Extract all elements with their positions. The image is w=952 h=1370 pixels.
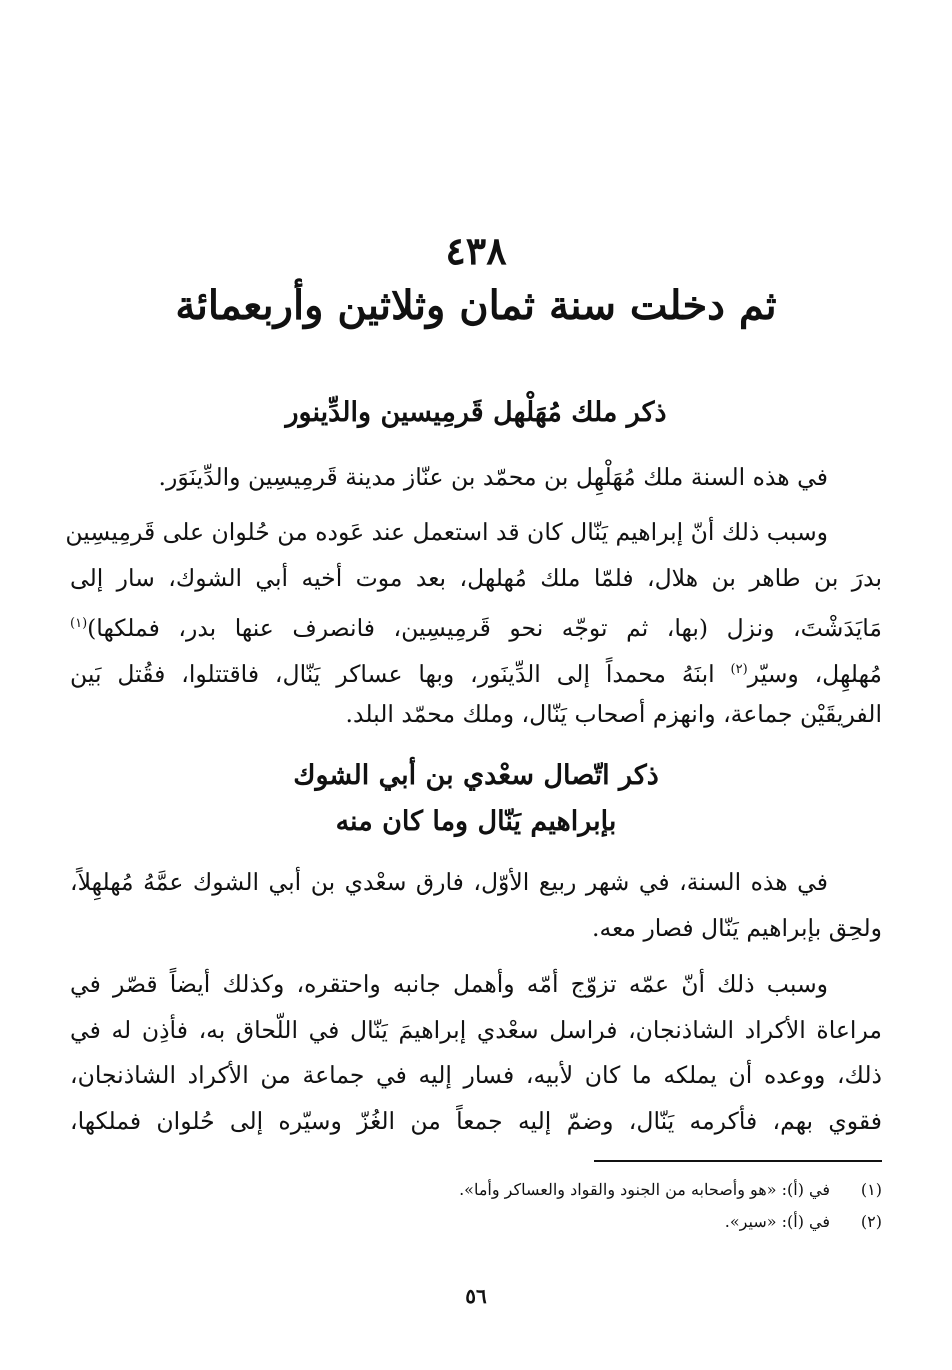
paragraph-line: مراعاة الأكراد الشاذنجان، فراسل سعْدي إبراهيمَ يَنّال في اللّحاق به، فأذِن له في bbox=[70, 1015, 882, 1044]
section-heading-2-line-2: بإبراهيم يَنّال وما كان منه bbox=[335, 806, 617, 837]
page-number: ٥٦ bbox=[465, 1284, 487, 1308]
section1-paragraph-1 bbox=[70, 455, 882, 501]
section2-paragraph-2 bbox=[70, 962, 882, 1144]
paragraph-line: ذلك، ووعده أن يملكه ما كان لأبيه، فسار إليه في جماعة من الأكراد الشاذنجان، bbox=[70, 1061, 882, 1089]
section1-paragraph-2 bbox=[65, 510, 883, 738]
paragraph-line bbox=[70, 647, 882, 693]
footnote-1 bbox=[459, 1180, 882, 1199]
chapter-title: ثم دخلت سنة ثمان وثلاثين وأربعمائة bbox=[175, 282, 777, 329]
paragraph-line: ولحِق بإبراهيم يَنّال فصار معه. bbox=[592, 913, 882, 942]
footnote-marker-1: (١) bbox=[70, 616, 88, 631]
paragraph-line: في هذه السنة ملك مُهَلْهِل بن محمّد بن عنّاز مدينة قَرمِيسِين والدِّينَوَر. bbox=[158, 463, 828, 491]
section2-paragraph-1 bbox=[70, 860, 882, 951]
line-text: ابنَهُ محمداً إلى الدِّينَور، وبها عساكر يَنّال، فاقتتلوا، فقُتل بَين bbox=[70, 659, 731, 688]
paragraph-line: وسبب ذلك أنّ إبراهيم يَنّال كان قد استعمل عند عَوده من حُلوان على قَرمِيسِين bbox=[65, 518, 828, 546]
line-text: مَايَدَشْتَ، ونزل (بها، ثم توجّه نحو قَرمِيسِين، فانصرف عنها بدر، فملكها) bbox=[87, 613, 882, 642]
paragraph-line: فقوي بهم، فأكرمه يَنّال، وضمّ إليه جمعاً من الغُزّ وسيّره إلى حُلوان فملكها، bbox=[70, 1106, 882, 1135]
footnote-marker-2: (٢) bbox=[730, 661, 748, 677]
footnote-2 bbox=[725, 1212, 882, 1231]
line-text: مُهلهِل، وسيّر bbox=[747, 659, 883, 688]
paragraph-line: الفريقَيْن جماعة، وانهزم أصحاب يَنّال، وملك محمّد البلد. bbox=[345, 700, 882, 728]
section-heading-1: ذكر ملك مُهَلْهل قَرمِيسين والدِّينور bbox=[285, 397, 667, 428]
paragraph-line: في هذه السنة، في شهر ربيع الأوّل، فارق سعْدي بن أبي الشوك عمَّهُ مُهلهِلاً، bbox=[70, 868, 828, 896]
section-heading-2-line-1: ذكر اتّصال سعْدي بن أبي الشوك bbox=[293, 760, 659, 791]
year-number: ٤٣٨ bbox=[445, 228, 507, 273]
footnote-text: في (أ): «سير». bbox=[724, 1212, 830, 1231]
footnote-number: (١) bbox=[860, 1180, 882, 1199]
paragraph-line: بدرَ بن طاهر بن هلال، فلمّا ملك مُهلهل، بعد موت أخيه أبي الشوك، سار إلى bbox=[70, 563, 882, 592]
footnote-divider bbox=[594, 1160, 882, 1162]
paragraph-line: وسبب ذلك أنّ عمّه تزوّج أمّه وأهمل جانبه واحتقره، وكذلك أيضاً قصّر في bbox=[70, 970, 828, 998]
paragraph-line bbox=[70, 601, 882, 647]
footnote-number: (٢) bbox=[860, 1212, 882, 1231]
footnote-text: في (أ): «هو وأصحابه من الجنود والقواد والعساكر وأما». bbox=[459, 1180, 830, 1199]
